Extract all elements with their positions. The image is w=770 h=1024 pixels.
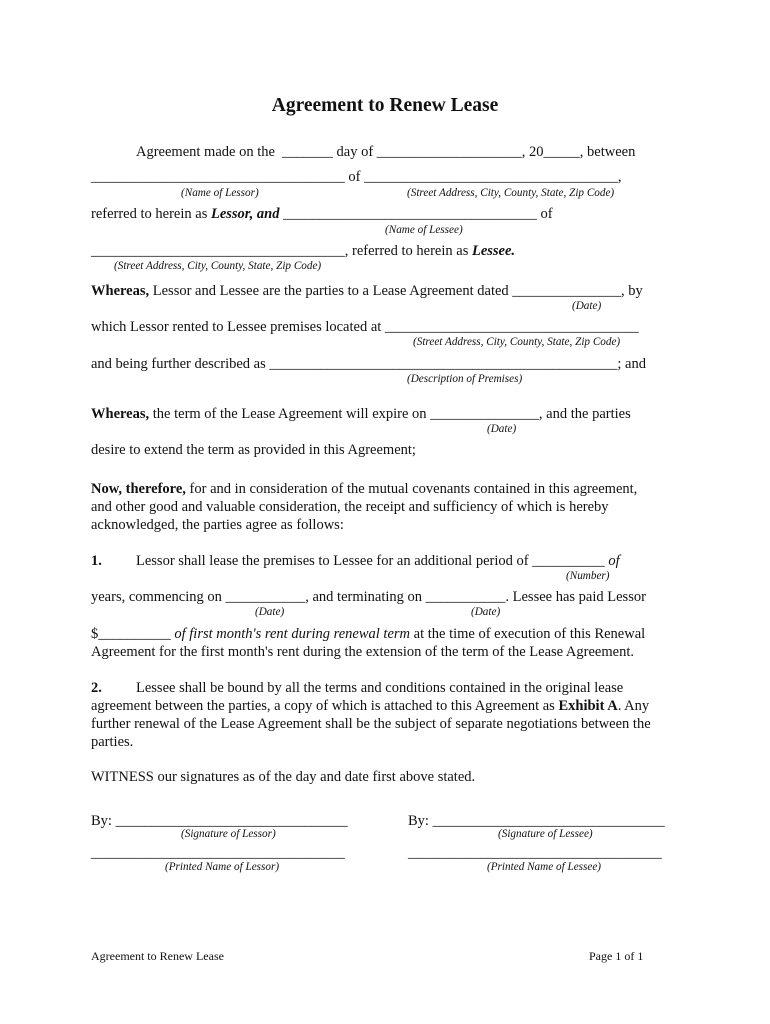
lessor-term: Lessor, and: [210, 206, 280, 222]
intro-line-1: Agreement made on the _______ day of ____________________, 20_____, between: [136, 144, 636, 160]
lessor-printed-name-line: ___________________________________: [91, 845, 345, 861]
caption-name-of-lessee: (Name of Lessee): [385, 224, 463, 236]
section-1-line-4: Agreement for the first month's rent during the extension of the term of the Lease Agreement.: [91, 644, 634, 660]
lessee-printed-name-line: ___________________________________: [408, 845, 662, 861]
caption-signature-of-lessee: (Signature of Lessee): [498, 828, 593, 840]
section-2-number: 2.: [91, 680, 102, 696]
caption-lessor-address: (Street Address, City, County, State, Zip Code): [407, 187, 615, 199]
whereas-1-line-2: which Lessor rented to Lessee premises located at ___________________________________: [91, 319, 639, 335]
intro-line-4: ___________________________________, referred to herein as Lessee.: [91, 243, 516, 259]
whereas-1-line-1: Whereas, Lessor and Lessee are the parties to a Lease Agreement dated _______________, by: [91, 283, 643, 299]
section-1-line-2: years, commencing on ___________, and terminating on ___________. Lessee has paid Lessor: [91, 589, 646, 605]
whereas-1-label: Whereas,: [91, 283, 150, 299]
caption-lessee-address: (Street Address, City, County, State, Zip Code): [114, 260, 322, 272]
caption-lease-date: (Date): [572, 300, 602, 312]
lessor-name-blank: ___________________________________ of: [91, 169, 365, 185]
intro-line-2: [91, 168, 621, 186]
section-2-line-4: parties.: [91, 734, 134, 750]
now-therefore-line-1: Now, therefore, for and in consideration of the mutual covenants contained in this agreement,: [91, 481, 638, 497]
caption-number: (Number): [566, 570, 610, 582]
section-1-line-1: Lessor shall lease the premises to Lessee for an additional period of __________ of: [136, 553, 620, 569]
whereas-2-line-1: Whereas, the term of the Lease Agreement will expire on _______________, and the parties: [91, 406, 631, 422]
footer-title: Agreement to Renew Lease: [91, 949, 224, 963]
now-therefore-line-2: and other good and valuable consideration, the receipt and sufficiency of which is hereby: [91, 499, 609, 515]
caption-printed-name-lessee: (Printed Name of Lessee): [487, 861, 602, 873]
section-1-line-3: $__________ of first month's rent during renewal term at the time of execution of this Renewal: [91, 626, 646, 642]
lessor-signature-line: By: ________________________________: [91, 813, 348, 829]
whereas-2-line-2: desire to extend the term as provided in this Agreement;: [91, 442, 416, 458]
caption-premises-description: (Description of Premises): [407, 373, 523, 385]
section-2-line-3: further renewal of the Lease Agreement shall be the subject of separate negotiations between the: [91, 716, 651, 732]
caption-printed-name-lessor: (Printed Name of Lessor): [165, 861, 280, 873]
now-therefore-line-3: acknowledged, the parties agree as follows:: [91, 517, 344, 533]
caption-commencing-date: (Date): [255, 606, 285, 618]
lessor-address-blank: ___________________________________,: [364, 169, 622, 185]
caption-premises-address: (Street Address, City, County, State, Zip Code): [413, 336, 621, 348]
footer-page-number: Page 1 of 1: [589, 949, 644, 963]
caption-name-of-lessor: (Name of Lessor): [181, 187, 259, 199]
now-therefore-label: Now, therefore,: [91, 481, 186, 497]
caption-terminating-date: (Date): [471, 606, 501, 618]
whereas-2-label: Whereas,: [91, 406, 150, 422]
section-2-line-2: agreement between the parties, a copy of which is attached to this Agreement as Exhibit A. Any: [91, 698, 650, 714]
lessee-term: Lessee.: [471, 243, 516, 259]
caption-expiry-date: (Date): [487, 423, 517, 435]
section-2-line-1: Lessee shall be bound by all the terms and conditions contained in the original lease: [136, 680, 624, 696]
whereas-1-line-3: and being further described as ________________________________________________; and: [91, 356, 646, 372]
document-title: Agreement to Renew Lease: [271, 95, 499, 116]
intro-line-3: referred to herein as Lessor, and ___________________________________ of: [91, 206, 553, 222]
lessee-signature-line: By: ________________________________: [408, 813, 665, 829]
exhibit-a: Exhibit A: [558, 698, 618, 714]
section-1-number: 1.: [91, 553, 102, 569]
witness-statement: WITNESS our signatures as of the day and date first above stated.: [91, 769, 476, 785]
caption-signature-of-lessor: (Signature of Lessor): [181, 828, 276, 840]
